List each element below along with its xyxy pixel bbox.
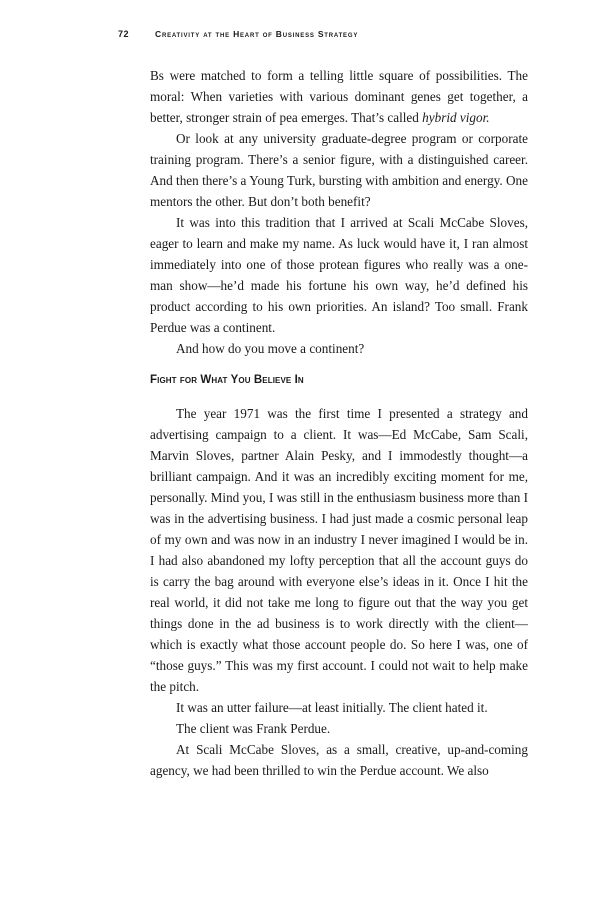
paragraph: And how do you move a continent?: [176, 341, 365, 356]
paragraph: Bs were matched to form a telling little square of possibilities. The moral: When varieties with various dominant genes get together, a better, stronger strain of pea emerges. That’s called hybrid vigor.: [150, 68, 528, 125]
page-number: 72: [118, 29, 130, 39]
body-text: [150, 65, 528, 781]
paragraph: At Scali McCabe Sloves, as a small, creative, up-and-coming agency, we had been thrilled to win the Perdue account. We also: [150, 742, 528, 778]
paragraph: The year 1971 was the first time I presented a strategy and advertising campaign to a client. It was—Ed McCabe, Sam Scali, Marvin Sloves, partner Alain Pesky, and I immodestly thought—a brilliant campaign. And it was an incredibly exciting moment for me, personally. Mind you, I was still in the enthusiasm business more than I was in the advertising business. I had just made a cosmic personal leap of my own and was now in an industry I never imagined I would be in. I had also abandoned my lofty perception that all the account guys do is carry the bag around with everyone else’s ideas in it. Once I hit the real world, it did not take me long to figure out that the way you get things done in the ad business is to work directly with the client—which is exactly what those account people do. So here I was, one of “those guys.” This was my first account. I could not wait to help make the pitch.: [150, 406, 528, 694]
running-head: [118, 29, 548, 43]
paragraph: Or look at any university graduate-degree program or corporate training program. There’s a senior figure, with a distinguished career. And then there’s a Young Turk, bursting with ambition and energy. One mentors the other. But don’t both benefit?: [150, 131, 528, 209]
emphasis-text: hybrid vigor.: [422, 110, 490, 125]
paragraph: The client was Frank Perdue.: [176, 721, 331, 736]
paragraph: It was an utter failure—at least initially. The client hated it.: [176, 700, 488, 715]
paragraph: It was into this tradition that I arrived at Scali McCabe Sloves, eager to learn and make my name. As luck would have it, I ran almost immediately into one of those protean figures who really was a one-man show—he’d made his fortune his own way, he’d defined his product according to his own priorities. An island? Too small. Frank Perdue was a continent.: [150, 215, 528, 335]
section-heading: Fight for What You Believe In: [150, 374, 304, 386]
running-title: Creativity at the Heart of Business Strategy: [155, 29, 359, 39]
